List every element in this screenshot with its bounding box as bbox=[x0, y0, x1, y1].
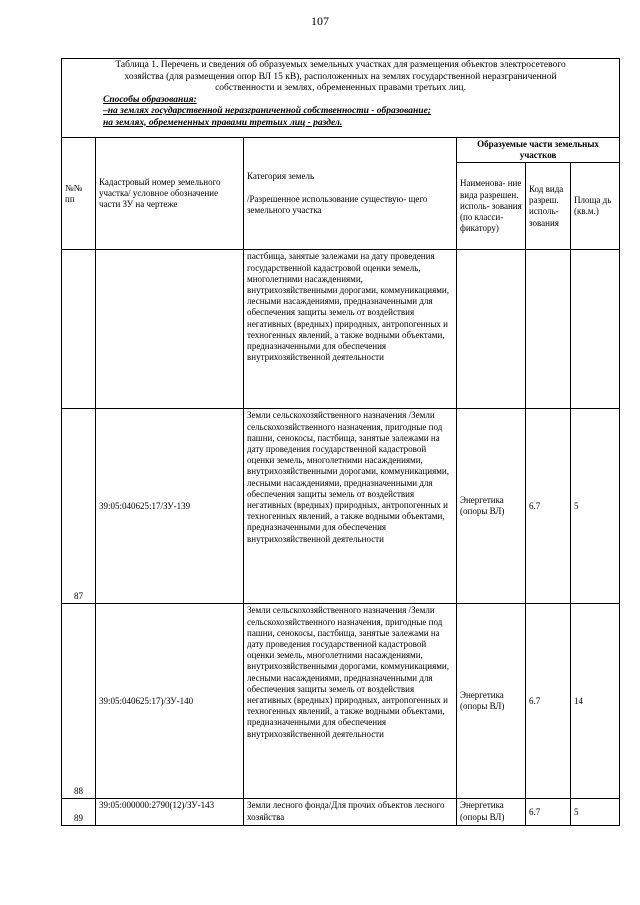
row-category: Земли лесного фонда/Для прочих объектов лесного хозяйства bbox=[244, 799, 457, 826]
table-row bbox=[62, 250, 620, 409]
table-caption-row bbox=[62, 59, 620, 138]
table-caption bbox=[62, 59, 620, 138]
row-use-name bbox=[457, 250, 526, 409]
row-cadastral bbox=[96, 250, 244, 409]
header-use-name: Наименова- ние вида разрешен. исполь- зования (по класси- фикатору) bbox=[457, 163, 526, 250]
table-row bbox=[62, 799, 620, 826]
header-use-code: Код вида разреш. исполь- зования bbox=[526, 163, 571, 250]
row-use-code: 6.7 bbox=[526, 409, 571, 604]
row-use-code: 6.7 bbox=[526, 799, 571, 826]
row-use-name: Энергетика (опоры ВЛ) bbox=[457, 604, 526, 799]
caption-title-line: хозяйства (для размещения опор ВЛ 15 кВ), расположенных на землях государственной неразграниченной bbox=[124, 71, 557, 82]
row-cadastral: 39:05:000000:2790(12)/ЗУ-143 bbox=[96, 799, 244, 826]
page-number: 107 bbox=[311, 14, 329, 28]
row-use-name: Энергетика (опоры ВЛ) bbox=[457, 409, 526, 604]
row-use-name: Энергетика (опоры ВЛ) bbox=[457, 799, 526, 826]
header-group: Образуемые части земельных участков bbox=[457, 138, 620, 163]
row-area bbox=[571, 250, 620, 409]
header-category bbox=[244, 138, 457, 250]
header-cadastral: Кадастровый номер земельного участка/ условное обозначение части ЗУ на чертеже bbox=[96, 138, 244, 250]
row-cadastral: 39:05:040625:17)/ЗУ-140 bbox=[96, 604, 244, 799]
row-use-code bbox=[526, 250, 571, 409]
row-category: Земли сельскохозяйственного назначения /Земли сельскохозяйственного назначения, пригодные под пашни, сенокосы, пастбища, занятые залежами на дату проведения государственной кадастровой оценки земель, многолетними насаждениями, внутрихозяйственными дорогами, коммуникациями, лесными насаждениями, предназначенными для обеспечения защиты земель от воздействия негативных (вредных) природных, антропогенных и техногенных явлений, а также водными объектами, предназначенными для обеспечения внутрихозяйственной деятельности bbox=[244, 604, 457, 799]
row-use-code: 6.7 bbox=[526, 604, 571, 799]
header-area: Площа дь (кв.м.) bbox=[571, 163, 620, 250]
row-number: 89 bbox=[62, 799, 96, 826]
header-number: №№ пп bbox=[62, 138, 96, 250]
row-category: пастбища, занятые залежами на дату проведения государственной кадастровой оценки земель, многолетними насаждениями, внутрихозяйственными дорогами, коммуникациями, лесными насаждениями, предназначенными для обеспечения защиты земель от воздействия негативных (вредных) природных, антропогенных и техногенных явлений, а также водными объектами, предназначенными для обеспечения внутрихозяйственной деятельности bbox=[244, 250, 457, 409]
row-number bbox=[62, 250, 96, 409]
row-number: 88 bbox=[62, 604, 96, 799]
header-category-title: Категория земель bbox=[247, 171, 315, 182]
caption-title-line: Таблица 1. Перечень и сведения об образуемых земельных участках для размещения объектов электросетевого bbox=[115, 60, 566, 70]
table-row bbox=[62, 409, 620, 604]
row-number: 87 bbox=[62, 409, 96, 604]
method-item: –на землях государственной неразграниченной собственности - образование; bbox=[103, 106, 431, 116]
caption-title-line: собственности и землях, обремененных правами третьих лиц. bbox=[215, 83, 466, 93]
row-area: 5 bbox=[571, 799, 620, 826]
row-category: Земли сельскохозяйственного назначения /Земли сельскохозяйственного назначения, пригодные под пашни, сенокосы, пастбища, занятые залежами на дату проведения государственной кадастровой оценки земель, многолетними насаждениями, внутрихозяйственными дорогами, коммуникациями, лесными насаждениями, предназначенными для обеспечения защиты земель от воздействия негативных (вредных) природных, антропогенных и техногенных явлений, а также водными объектами, предназначенными для обеспечения внутрихозяйственной деятельности bbox=[244, 409, 457, 604]
table-header-row bbox=[62, 138, 620, 163]
methods-heading: Способы образования: bbox=[103, 94, 197, 105]
row-area: 5 bbox=[571, 409, 620, 604]
method-item: на землях, обремененных правами третьих лиц - раздел. bbox=[103, 117, 343, 128]
row-cadastral: 39:05:040625:17/ЗУ-139 bbox=[96, 409, 244, 604]
land-plots-table bbox=[61, 58, 620, 826]
row-area: 14 bbox=[571, 604, 620, 799]
table-row bbox=[62, 604, 620, 799]
header-category-subtitle: /Разрешенное использование существую- щего земельного участка bbox=[247, 193, 428, 215]
